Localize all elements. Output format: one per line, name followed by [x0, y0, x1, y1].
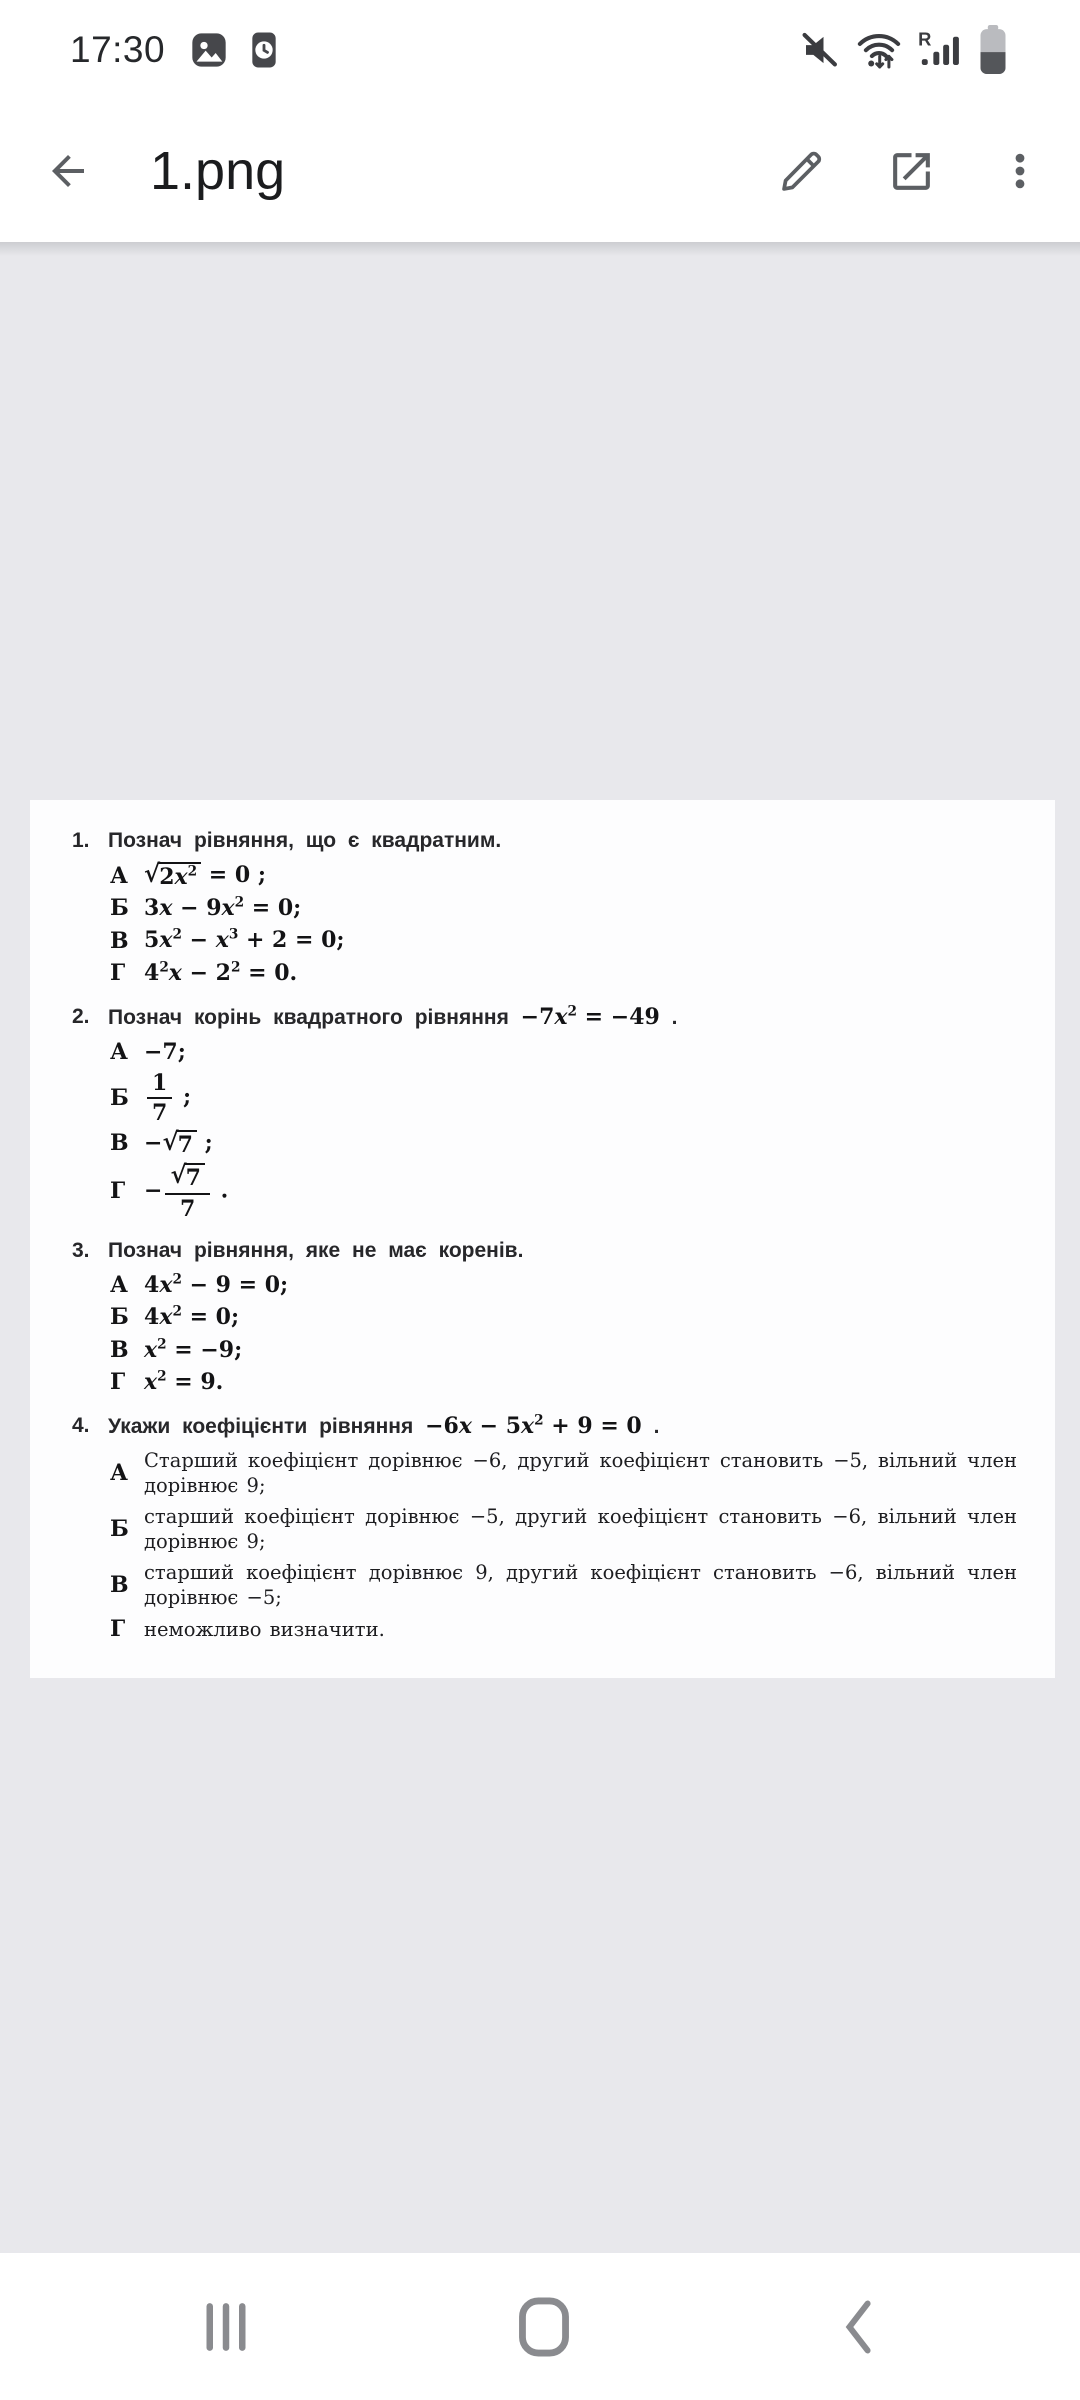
question-header — [72, 1002, 1019, 1033]
question-item — [72, 1002, 1019, 1220]
question-item — [72, 1236, 1019, 1396]
option-letter: Б — [110, 895, 129, 922]
radicand — [177, 1130, 197, 1157]
option-row — [110, 1304, 1019, 1330]
option-formula — [144, 1272, 288, 1298]
option-letter: А — [110, 862, 128, 889]
math-variable: x — [159, 927, 173, 954]
option-row — [110, 1337, 1019, 1363]
back-chevron-icon — [836, 2295, 880, 2359]
status-system-icons — [799, 25, 1008, 75]
status-bar — [0, 0, 1080, 100]
status-time: 17:30 — [70, 29, 166, 70]
app-bar-actions — [778, 147, 1042, 196]
option-letter: В — [110, 1572, 129, 1599]
edit-button[interactable] — [778, 148, 825, 195]
fraction-denominator — [152, 1099, 167, 1124]
question-number: 2. — [72, 1005, 90, 1029]
option-formula — [144, 960, 297, 986]
back-button[interactable] — [44, 147, 92, 195]
math-superscript: 2 — [172, 1303, 182, 1320]
signal-icon — [917, 29, 963, 71]
option-text: неможливо визначити. — [144, 1617, 385, 1641]
pencil-icon — [778, 148, 825, 195]
math-variable: x — [168, 959, 182, 986]
radical-sign-icon: √ — [144, 859, 161, 888]
math-text: = 0 ; — [201, 862, 266, 888]
app-bar — [0, 100, 1080, 242]
option-formula — [144, 1069, 192, 1126]
option-letter: Б — [110, 1304, 129, 1331]
math-text: 7 — [152, 1099, 168, 1126]
math-text: ; — [175, 1083, 192, 1110]
wifi-icon — [856, 28, 902, 72]
math-text: −6 — [425, 1413, 459, 1440]
question-item — [72, 826, 1019, 986]
math-text: 4 — [144, 1271, 160, 1298]
app-bar-shadow — [0, 242, 1080, 256]
math-variable: x — [554, 1004, 568, 1031]
option-formula — [144, 1159, 229, 1222]
math-variable: x — [174, 864, 188, 890]
math-radical — [144, 859, 201, 890]
math-superscript: 2 — [157, 1336, 167, 1353]
math-text: −7; — [144, 1039, 186, 1066]
radicand — [158, 862, 201, 889]
math-superscript: 2 — [534, 1413, 544, 1430]
question-stem — [108, 1411, 1019, 1442]
math-text: 7 — [180, 1195, 196, 1222]
open-in-new-icon — [887, 147, 936, 196]
navigation-bar — [0, 2253, 1080, 2400]
option-letter: А — [110, 1272, 128, 1299]
option-letter: Г — [110, 1178, 126, 1205]
option-letter: Б — [110, 1516, 129, 1543]
stem-formula — [521, 1004, 660, 1030]
question-stem — [108, 826, 1019, 856]
math-variable: x — [221, 895, 235, 922]
option-row — [110, 859, 1019, 890]
math-superscript: 2 — [172, 927, 182, 944]
math-text: 3 — [144, 895, 160, 922]
math-text: = 0. — [240, 959, 298, 986]
math-text: 7 — [185, 1164, 201, 1191]
option-row — [110, 1069, 1019, 1126]
more-button[interactable] — [998, 149, 1042, 193]
math-superscript: 2 — [172, 1271, 182, 1288]
option-letter: Б — [110, 1084, 129, 1111]
option-text: старший коефіцієнт дорівнює −5, другий коефіцієнт становить −6, вільний член дорівнює 9; — [144, 1505, 1017, 1554]
status-notification-icons — [189, 30, 281, 70]
math-variable: x — [159, 895, 173, 922]
math-radical — [170, 1159, 205, 1191]
math-text: = 0; — [244, 895, 302, 922]
option-row — [110, 1504, 1019, 1554]
question-number: 4. — [72, 1414, 90, 1438]
screen-time-icon — [247, 30, 281, 70]
question-stem — [108, 1002, 1019, 1033]
math-text: − — [144, 1129, 163, 1156]
gallery-icon — [189, 30, 229, 70]
math-text: −7 — [520, 1004, 555, 1031]
math-superscript: 2 — [159, 959, 169, 976]
questions — [72, 826, 1019, 1642]
option-formula — [144, 895, 301, 921]
option-letter: В — [110, 1336, 129, 1363]
option-formula — [144, 1304, 239, 1330]
math-text: − 2 — [181, 959, 231, 986]
math-variable: x — [159, 1271, 173, 1298]
option-row — [110, 1448, 1019, 1498]
option-row — [110, 960, 1019, 986]
math-fraction — [165, 1159, 210, 1222]
option-letter: А — [110, 1039, 128, 1066]
math-text: = −49 — [577, 1004, 660, 1031]
math-variable: x — [521, 1413, 535, 1440]
battery-icon — [978, 25, 1008, 75]
math-text: = −9; — [166, 1336, 243, 1363]
option-row — [110, 1272, 1019, 1298]
nav-recents-button[interactable] — [200, 2296, 252, 2358]
home-icon — [514, 2293, 574, 2361]
stem-text: . — [641, 1415, 660, 1439]
math-text: = 0; — [181, 1304, 240, 1331]
option-formula — [144, 1337, 242, 1363]
option-row — [110, 1126, 1019, 1158]
stem-text: . — [659, 1006, 678, 1030]
mute-icon — [799, 29, 841, 71]
recents-icon — [200, 2296, 252, 2358]
fraction-denominator — [180, 1195, 195, 1220]
math-text: 2 — [159, 864, 175, 890]
image-document[interactable] — [30, 800, 1055, 1678]
option-row — [110, 1159, 1019, 1222]
math-text: − 9 = 0; — [181, 1271, 289, 1298]
math-variable: x — [458, 1413, 472, 1440]
math-text: . — [212, 1177, 229, 1204]
math-superscript: 3 — [228, 927, 239, 944]
option-text: Старший коефіцієнт дорівнює −6, другий коефіцієнт становить −5, вільний член дорівнює 9; — [144, 1449, 1017, 1498]
option-letter: В — [110, 1130, 129, 1157]
option-row — [110, 1616, 1019, 1642]
question-header — [72, 826, 1019, 856]
stem-text: Познач рівняння, яке не має коренів. — [108, 1238, 524, 1262]
math-superscript: 2 — [230, 959, 241, 976]
option-row — [110, 895, 1019, 921]
option-formula — [144, 927, 345, 953]
option-letter: Г — [110, 960, 126, 987]
option-row — [110, 1039, 1019, 1065]
option-formula — [144, 1126, 213, 1158]
math-text: 5 — [144, 927, 160, 954]
math-text: + 9 = 0 — [543, 1413, 642, 1440]
math-superscript: 2 — [234, 894, 245, 911]
math-text: − 9 — [172, 895, 222, 922]
nav-back-button[interactable] — [836, 2295, 880, 2359]
signal-roaming-label: R — [918, 29, 932, 50]
math-radical — [162, 1126, 197, 1158]
math-superscript: 2 — [157, 1368, 167, 1385]
option-row — [110, 1369, 1019, 1395]
math-text: = 9. — [166, 1369, 224, 1396]
option-letter: А — [110, 1460, 128, 1487]
option-letter: Г — [110, 1369, 126, 1396]
back-arrow-icon — [44, 147, 92, 195]
option-row — [110, 1560, 1019, 1610]
more-vert-icon — [998, 149, 1042, 193]
nav-home-button[interactable] — [514, 2293, 574, 2361]
option-formula — [144, 1039, 186, 1065]
math-text: 1 — [152, 1069, 168, 1096]
page-title: 1.png — [150, 141, 286, 201]
option-letter: Г — [110, 1616, 126, 1643]
option-letter: В — [110, 927, 129, 954]
math-variable: x — [215, 927, 229, 954]
fraction-numerator — [147, 1069, 172, 1099]
math-text: − 5 — [471, 1413, 521, 1440]
math-superscript: 2 — [187, 863, 198, 880]
question-header — [72, 1411, 1019, 1442]
option-row — [110, 927, 1019, 953]
option-formula — [144, 859, 266, 890]
fraction-numerator — [165, 1159, 210, 1195]
math-variable: x — [144, 1336, 158, 1363]
math-text: ; — [196, 1129, 213, 1156]
math-text: − — [144, 1177, 163, 1204]
stem-formula — [425, 1413, 642, 1439]
radicand — [185, 1163, 205, 1190]
math-superscript: 2 — [567, 1003, 578, 1020]
stem-text: Познач корінь квадратного рівняння — [108, 1006, 521, 1030]
question-number: 3. — [72, 1238, 90, 1262]
radical-sign-icon: √ — [170, 1159, 187, 1189]
question-item — [72, 1411, 1019, 1642]
math-text: 4 — [144, 1304, 160, 1331]
question-stem — [108, 1236, 1019, 1266]
stem-text: Познач рівняння, що є квадратним. — [108, 829, 502, 852]
radical-sign-icon: √ — [162, 1126, 179, 1156]
math-text: 4 — [144, 959, 160, 986]
question-header — [72, 1236, 1019, 1266]
option-text: старший коефіцієнт дорівнює 9, другий коефіцієнт становить −6, вільний член дорівнює −5; — [144, 1561, 1017, 1610]
math-variable: x — [159, 1304, 173, 1331]
stem-text: Укажи коефіцієнти рівняння — [108, 1415, 426, 1439]
math-text: − — [181, 927, 216, 954]
open-in-new-button[interactable] — [887, 147, 936, 196]
question-number: 1. — [72, 829, 90, 852]
math-text: + 2 = 0; — [238, 927, 345, 954]
math-fraction — [147, 1069, 172, 1126]
math-text: 7 — [177, 1131, 193, 1158]
option-formula — [144, 1369, 223, 1395]
math-variable: x — [144, 1369, 158, 1396]
